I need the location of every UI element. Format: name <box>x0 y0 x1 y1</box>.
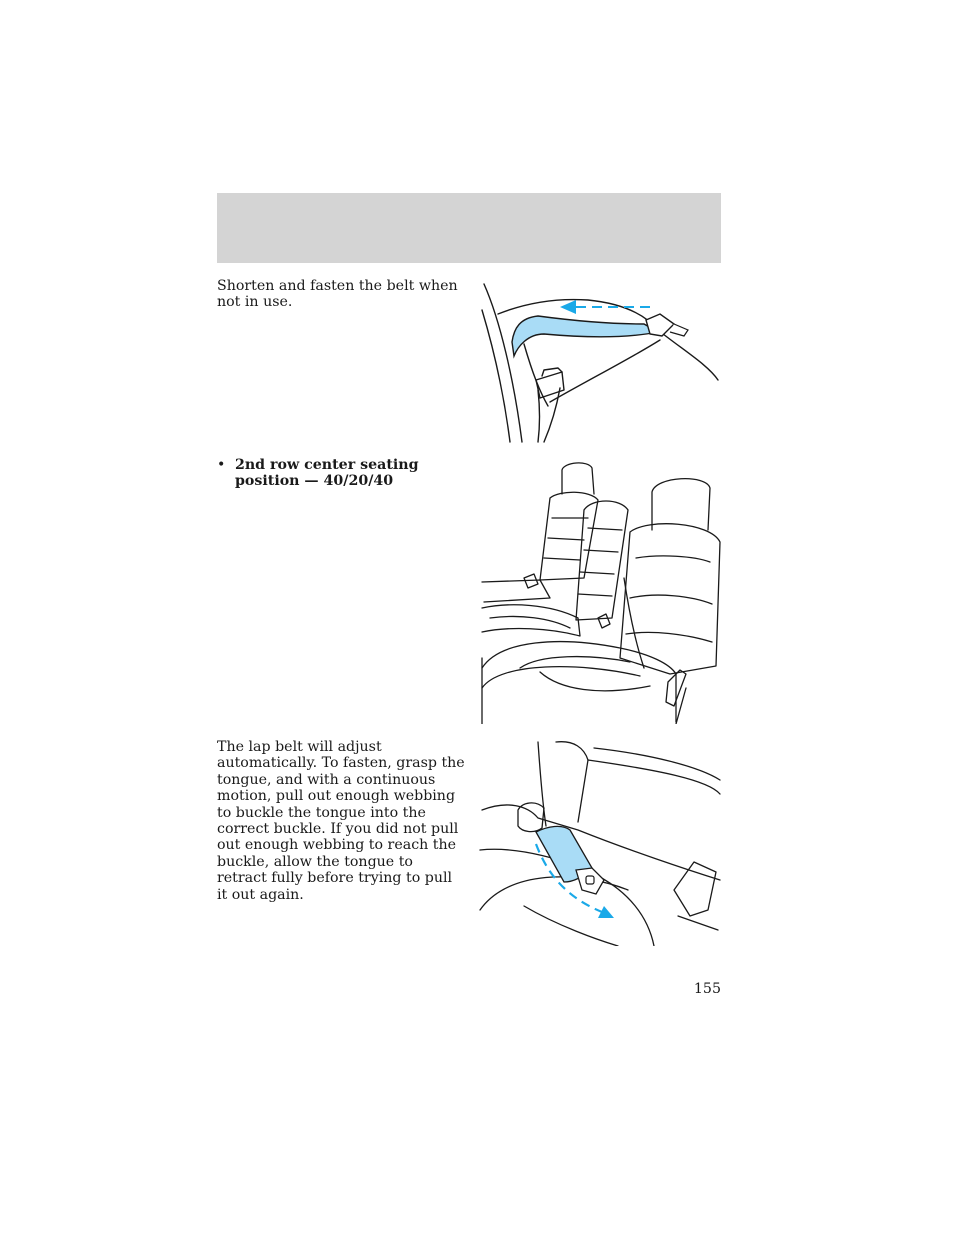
belt-shortening-illustration <box>478 280 722 444</box>
center-seating-position-bullet <box>217 457 467 490</box>
second-row-seats-illustration <box>480 458 722 724</box>
lap-belt-instruction: The lap belt will adjust automatically. To fasten, grasp the tongue, and with a continuous motion, pull out enough webbing to buckle the tongue into the correct buckle. If you did not pull out enough webbing to reach the buckle, allow the tongue to retract fully before trying to pull it out again. <box>217 739 465 903</box>
page-number: 155 <box>693 981 721 997</box>
shorten-belt-instruction: Shorten and fasten the belt when not in use. <box>217 278 458 311</box>
bullet-symbol: • <box>217 457 226 473</box>
header-band <box>217 193 721 263</box>
center-seating-position-heading: 2nd row center seating position — 40/20/40 <box>235 457 419 490</box>
lap-belt-tongue-illustration <box>478 740 722 946</box>
